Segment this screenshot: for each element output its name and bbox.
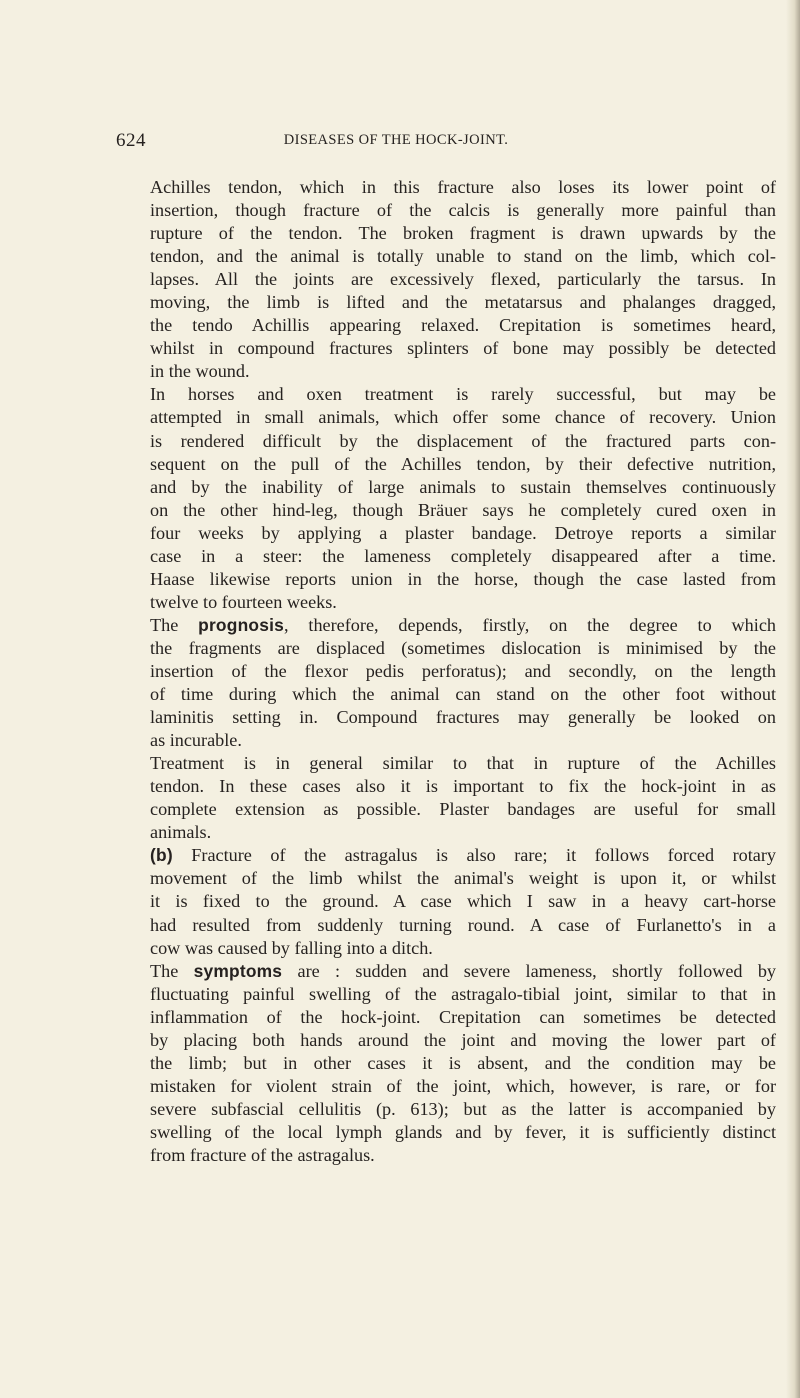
body-text <box>150 176 776 1167</box>
running-head: DISEASES OF THE HOCK-JOINT. <box>283 132 509 148</box>
text-line: animals. <box>150 822 212 843</box>
text-line: as incurable. <box>150 730 242 751</box>
text-line: swelling of the local lymph glands and by fever, it is sufficiently distinct <box>150 1121 776 1142</box>
text-line: is rendered difficult by the displacement of the fractured parts con- <box>150 430 776 451</box>
paragraph-prognosis <box>150 614 776 752</box>
text-line: sequent on the pull of the Achilles tendon, by their defective nutrition, <box>150 453 776 474</box>
text-line: inflammation of the hock-joint. Crepitation can sometimes be detected <box>150 1006 776 1027</box>
text-line: laminitis setting in. Compound fractures may generally be looked on <box>150 707 776 728</box>
text-line: insertion, though fracture of the calcis is generally more painful than <box>150 200 776 221</box>
line-rest: , therefore, depends, firstly, on the degree to which <box>284 614 776 635</box>
text-line: and by the inability of large animals to sustain themselves continuously <box>150 476 776 497</box>
keyword-symptoms: symptoms <box>193 960 283 981</box>
text-line: severe subfascial cellulitis (p. 613); but as the latter is accompanied by <box>150 1098 776 1119</box>
text-line: lapses. All the joints are excessively flexed, particularly the tarsus. In <box>150 269 776 290</box>
text-line: by placing both hands around the joint and moving the lower part of <box>150 1029 776 1050</box>
text-line <box>150 614 776 637</box>
text-line: had resulted from suddenly turning round. A case of Furlanetto's in a <box>150 914 776 935</box>
text-line: the limb; but in other cases it is absent, and the condition may be <box>150 1052 776 1073</box>
paragraph-1 <box>150 176 776 383</box>
text-line: of time during which the animal can stand on the other foot without <box>150 684 776 705</box>
text-line: Treatment is in general similar to that in rupture of the Achilles <box>150 753 776 774</box>
text-line: attempted in small animals, which offer some chance of recovery. Union <box>150 407 776 428</box>
text-line: movement of the limb whilst the animal's weight is upon it, or whilst <box>150 868 776 889</box>
text-line: whilst in compound fractures splinters of bone may possibly be detected <box>150 338 776 359</box>
text-line <box>150 960 776 983</box>
text-line: tendon. In these cases also it is important to fix the hock-joint in as <box>150 776 776 797</box>
text-line: in the wound. <box>150 361 250 382</box>
text-line: moving, the limb is lifted and the metatarsus and phalanges dragged, <box>150 292 776 313</box>
text-line: on the other hind-leg, though Bräuer says he completely cured oxen in <box>150 499 776 520</box>
line-rest: are : sudden and severe lameness, shortly followed by <box>282 960 777 981</box>
lead-text: The <box>150 614 199 635</box>
text-line: case in a steer: the lameness completely disappeared after a time. <box>150 545 776 566</box>
paragraph-b-astragalus <box>150 844 776 959</box>
keyword-prognosis: prognosis <box>198 614 284 635</box>
text-line: twelve to fourteen weeks. <box>150 591 337 612</box>
text-line: fluctuating painful swelling of the astragalo-tibial joint, similar to that in <box>150 983 776 1004</box>
page-header <box>116 130 676 154</box>
text-line: four weeks by applying a plaster bandage. Detroye reports a similar <box>150 522 776 543</box>
text-line: it is fixed to the ground. A case which I saw in a heavy cart-horse <box>150 891 776 912</box>
text-line: Haase likewise reports union in the horse, though the case lasted from <box>150 568 776 589</box>
text-line: Achilles tendon, which in this fracture also loses its lower point of <box>150 177 776 197</box>
text-line: insertion of the flexor pedis perforatus); and secondly, on the length <box>150 660 776 681</box>
text-line: the fragments are displaced (sometimes dislocation is minimised by the <box>150 637 776 658</box>
text-line: the tendo Achillis appearing relaxed. Crepitation is sometimes heard, <box>150 315 776 336</box>
paragraph-2 <box>150 383 776 613</box>
paragraph-symptoms <box>150 960 776 1167</box>
paragraph-treatment <box>150 752 776 844</box>
page-number: 624 <box>116 130 146 151</box>
keyword-b: (b) <box>150 845 173 866</box>
text-line: from fracture of the astragalus. <box>150 1144 375 1165</box>
page-edge-shadow <box>786 0 800 1398</box>
text-line <box>150 844 776 867</box>
lead-text: The <box>150 960 194 981</box>
text-line: complete extension as possible. Plaster bandages are useful for small <box>150 799 776 820</box>
text-line: mistaken for violent strain of the joint, which, however, is rare, or for <box>150 1075 776 1096</box>
text-line: In horses and oxen treatment is rarely successful, but may be <box>150 384 776 405</box>
text-line: rupture of the tendon. The broken fragment is drawn upwards by the <box>150 223 776 244</box>
line-rest: Fracture of the astragalus is also rare; it follows forced rotary <box>172 845 776 866</box>
text-line: cow was caused by falling into a ditch. <box>150 937 433 958</box>
text-line: tendon, and the animal is totally unable to stand on the limb, which col- <box>150 246 776 267</box>
